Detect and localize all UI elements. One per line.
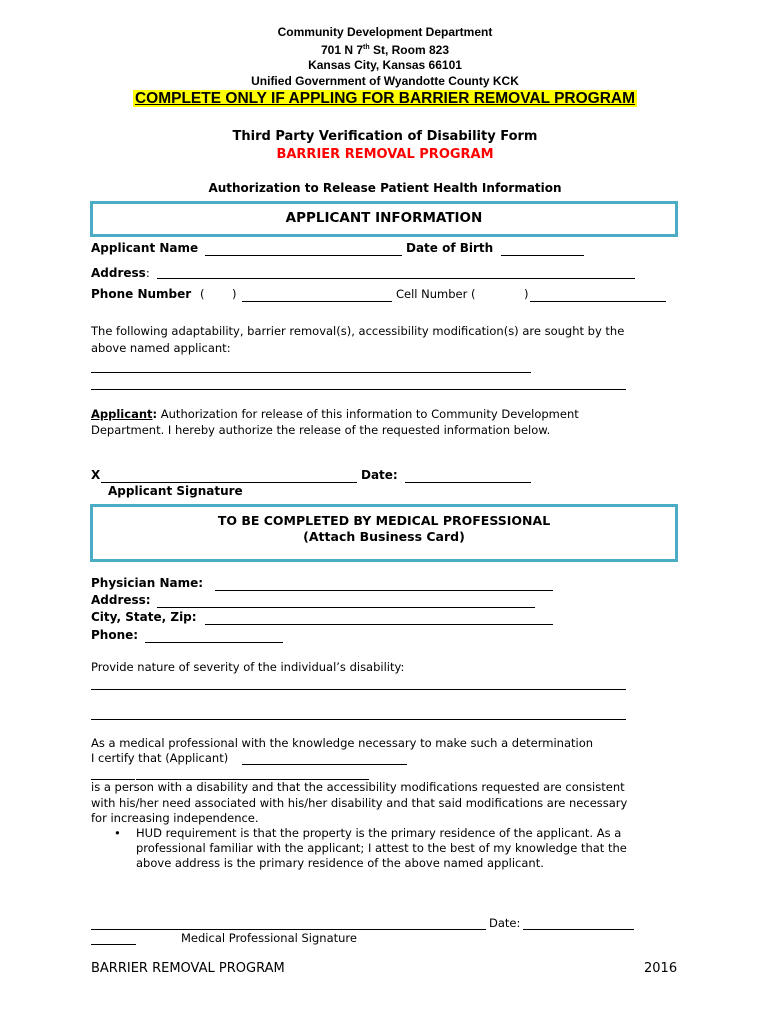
address-number: 701 N 7 [321, 43, 364, 57]
dob-label: Date of Birth [406, 241, 494, 255]
footer-year: 2016 [644, 961, 678, 976]
department-name: Community Development Department [277, 25, 493, 39]
medical-date-label: Date: [489, 916, 521, 930]
address-label-row [91, 264, 150, 282]
modifications-field-1[interactable] [91, 372, 531, 373]
applicant-date-label: Date: [361, 468, 398, 482]
address-street: St, Room 823 [369, 43, 449, 57]
address-field[interactable] [157, 278, 635, 279]
certified-applicant-field[interactable] [242, 764, 407, 765]
banner-row [0, 90, 770, 108]
applicant-authorization-text-2: Department. I hereby authorize the release of the requested information below. [91, 423, 551, 437]
applicant-authorization-line-1 [91, 407, 579, 421]
program-banner: COMPLETE ONLY IF APPLING FOR BARRIER REMOVAL PROGRAM [134, 90, 636, 107]
disability-nature-field-1[interactable] [91, 689, 626, 690]
government-name: Unified Government of Wyandotte County KCK [251, 74, 519, 88]
cell-paren-close: ) [524, 287, 529, 301]
phone-label: Phone Number [91, 287, 192, 301]
applicant-date-field[interactable] [405, 482, 531, 483]
certification-text-3: is a person with a disability and that the accessibility modifications requested are consistent [91, 780, 625, 794]
phone-paren-open: ( [200, 287, 205, 301]
medical-section-title: TO BE COMPLETED BY MEDICAL PROFESSIONAL [217, 513, 551, 528]
applicant-info-box [90, 201, 678, 237]
physician-phone-label: Phone: [91, 628, 139, 642]
department-city: Kansas City, Kansas 66101 [308, 58, 462, 72]
hud-requirement-text-1: HUD requirement is that the property is the primary residence of the applicant. As a [136, 826, 622, 840]
applicant-authorization-label: Applicant [91, 407, 153, 421]
cell-field[interactable] [530, 301, 666, 302]
medical-section-subtitle: (Attach Business Card) [303, 529, 465, 544]
physician-city-label: City, State, Zip: [91, 610, 197, 624]
applicant-name-label: Applicant Name [91, 241, 199, 255]
modifications-text-2: above named applicant: [91, 341, 231, 355]
physician-address-label: Address: [91, 593, 151, 607]
applicant-signature-field[interactable] [101, 482, 357, 483]
disability-nature-field-2[interactable] [91, 719, 626, 720]
department-address [0, 40, 770, 58]
certification-text-1: As a medical professional with the knowledge necessary to make such a determination [91, 736, 594, 750]
physician-name-label: Physician Name: [91, 576, 204, 590]
footer-program-name: BARRIER REMOVAL PROGRAM [91, 961, 285, 976]
medical-signature-label: Medical Professional Signature [181, 931, 357, 945]
form-subtitle: BARRIER REMOVAL PROGRAM [276, 147, 494, 162]
medical-professional-box [90, 504, 678, 562]
form-title: Third Party Verification of Disability Form [232, 129, 538, 144]
cell-label: Cell Number ( [396, 287, 476, 301]
address-label: Address [91, 266, 146, 280]
physician-name-field[interactable] [215, 590, 553, 591]
physician-address-field[interactable] [157, 607, 535, 608]
phone-paren-close: ) [232, 287, 237, 301]
certification-text-5: for increasing independence. [91, 811, 259, 825]
phone-field[interactable] [242, 301, 392, 302]
certification-text-4: with his/her need associated with his/her disability and that said modifications are necessary [91, 796, 628, 810]
medical-signature-field-cont[interactable] [91, 944, 136, 945]
address-superscript: th [363, 44, 370, 51]
applicant-authorization-colon: : [152, 407, 158, 421]
medical-date-field[interactable] [523, 929, 634, 930]
modifications-field-2[interactable] [91, 389, 626, 390]
applicant-signature-label: Applicant Signature [108, 484, 243, 498]
bullet-icon: • [114, 826, 121, 840]
address-colon: : [145, 266, 150, 280]
hud-requirement-text-3: above address is the primary residence of the above named applicant. [136, 856, 544, 870]
disability-nature-text: Provide nature of severity of the individual’s disability: [91, 660, 405, 674]
modifications-text-1: The following adaptability, barrier removal(s), accessibility modification(s) are sought by the [91, 324, 625, 338]
physician-city-field[interactable] [205, 624, 553, 625]
signature-x-mark: X [91, 468, 101, 482]
applicant-section-title: APPLICANT INFORMATION [285, 210, 483, 226]
authorization-heading: Authorization to Release Patient Health Information [208, 181, 562, 195]
applicant-name-field[interactable] [205, 255, 402, 256]
dob-field[interactable] [501, 255, 584, 256]
certification-text-2: I certify that (Applicant) [91, 751, 229, 765]
medical-signature-field[interactable] [91, 929, 486, 930]
applicant-authorization-text-1: Authorization for release of this information to Community Development [157, 407, 579, 421]
hud-requirement-text-2: professional familiar with the applicant; I attest to the best of my knowledge that the [136, 841, 627, 855]
physician-phone-field[interactable] [145, 642, 283, 643]
